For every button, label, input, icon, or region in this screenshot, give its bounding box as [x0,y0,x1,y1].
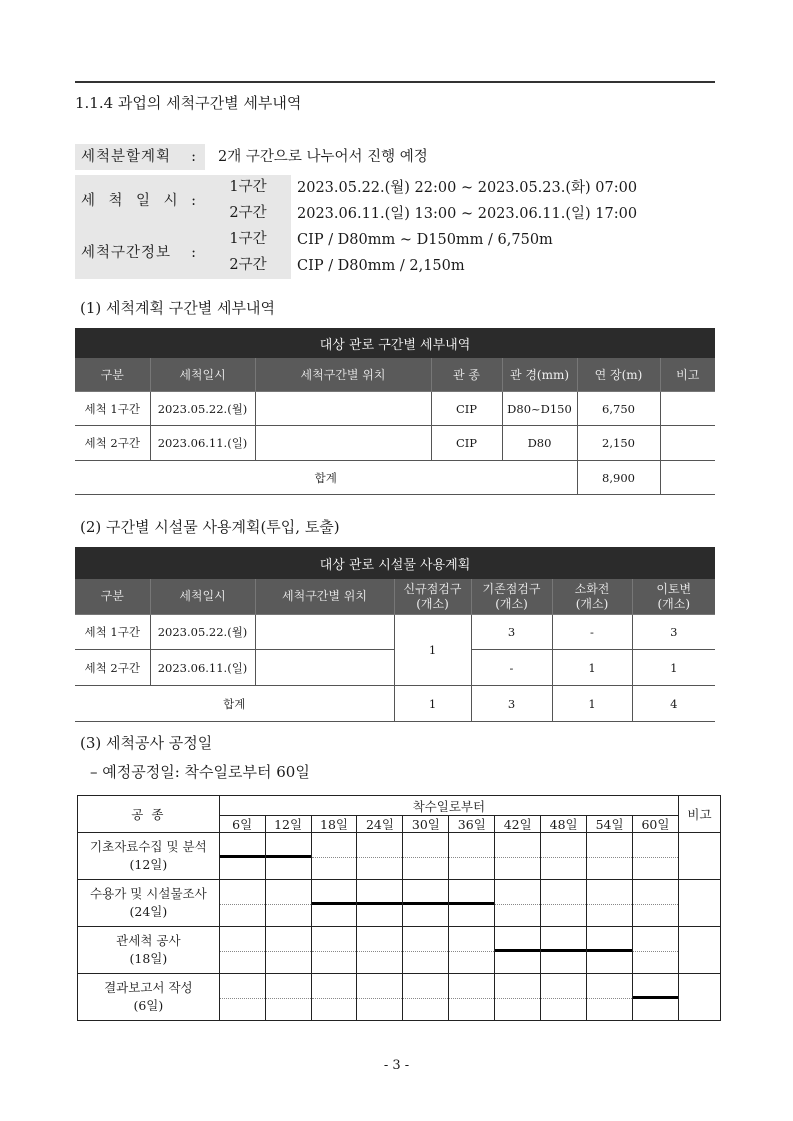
schedule-cell [219,927,265,974]
schedule-day-7: 42일 [495,816,541,833]
schedule-dotted-line [449,857,494,858]
schedule-dotted-line [357,998,402,999]
schedule-day-10: 60일 [633,816,679,833]
schedule-task-row [78,974,721,1021]
schedule-dotted-line [495,857,540,858]
t2-new-manhole-merged: 1 [394,615,471,686]
schedule-task-name: 관세척 공사 [116,933,181,948]
schedule-line: – 예정공정일: 착수일로부터 60일 [90,763,310,781]
schedule-task-name: 결과보고서 작성 [104,980,193,995]
schedule-cell [495,880,541,927]
schedule-cell [541,833,587,880]
schedule-cell [311,974,357,1021]
schedule-note-cell [678,927,720,974]
gantt-bar [357,902,402,905]
t1-total-value: 8,900 [577,461,660,495]
t2-header-date: 세척일시 [150,579,255,615]
schedule-cell [541,974,587,1021]
schedule-cell [495,974,541,1021]
section-title: 1.1.4 과업의 세척구간별 세부내역 [75,94,302,112]
t2-header-hydrant: 소화전 (개소) [552,579,632,615]
schedule-note-cell [678,880,720,927]
schedule-table [77,795,721,1021]
schedule-dotted-line [403,951,448,952]
schedule-task-cell [78,974,220,1021]
t1-r2-gubun: 세척 2구간 [75,426,150,461]
schedule-cell [357,974,403,1021]
schedule-cell [265,880,311,927]
schedule-task-duration: (24일) [129,904,168,919]
t1-r2-length: 2,150 [577,426,660,461]
gantt-bar [449,902,494,905]
schedule-dotted-line [403,998,448,999]
schedule-task-cell [78,833,220,880]
t1-r1-note [660,392,715,426]
date-sub-1: 1구간 [205,175,291,201]
schedule-cell [587,833,633,880]
schedule-task-duration: (12일) [129,857,168,872]
t2-header-location: 세척구간별 위치 [255,579,394,615]
schedule-task-row [78,880,721,927]
schedule-day-6: 36일 [449,816,495,833]
schedule-task-duration: (6일) [133,998,164,1013]
schedule-day-4: 24일 [357,816,403,833]
schedule-dotted-line [312,857,357,858]
schedule-dotted-line [220,904,265,905]
schedule-cell [357,880,403,927]
schedule-cell [587,927,633,974]
schedule-col-note: 비고 [678,796,720,833]
schedule-dotted-line [220,951,265,952]
schedule-cell [449,833,495,880]
schedule-cell [403,880,449,927]
schedule-cell [357,833,403,880]
table2 [75,547,715,722]
t2-r2-drain: 1 [632,650,715,686]
date-label: 세 척 일 시 : [75,175,205,227]
t2-r2-hydrant: 1 [552,650,632,686]
schedule-dotted-line [357,951,402,952]
schedule-day-9: 54일 [587,816,633,833]
t2-header-existing-manhole: 기존점검구 (개소) [471,579,552,615]
schedule-dotted-line [220,998,265,999]
gantt-bar [403,902,448,905]
plan-value: 2개 구간으로 나누어서 진행 예정 [218,149,428,165]
schedule-cell [219,833,265,880]
schedule-day-1: 6일 [219,816,265,833]
schedule-cell [449,880,495,927]
t2-header-drain-valve: 이토변 (개소) [632,579,715,615]
schedule-dotted-line [541,904,586,905]
schedule-dotted-line [449,951,494,952]
info-sub-2: 2구간 [205,253,291,279]
gantt-bar [266,855,311,858]
t1-r1-pipe-type: CIP [431,392,502,426]
gantt-bar [587,949,632,952]
t2-header-gubun: 구분 [75,579,150,615]
schedule-cell [403,974,449,1021]
table1 [75,328,715,495]
schedule-dotted-line [587,857,632,858]
schedule-dotted-line [587,998,632,999]
plan-row [75,144,715,170]
schedule-cell [633,927,679,974]
schedule-cell [219,974,265,1021]
t2-total-drain: 4 [632,686,715,722]
t2-r1-hydrant: - [552,615,632,650]
schedule-dotted-line [633,857,678,858]
t1-header-date: 세척일시 [150,358,255,392]
top-rule [75,81,715,83]
info-label: 세척구간정보 : [75,227,205,279]
schedule-task-row [78,833,721,880]
t1-r1-gubun: 세척 1구간 [75,392,150,426]
table2-heading: (2) 구간별 시설물 사용계획(투입, 토출) [80,518,340,536]
schedule-dotted-line [449,998,494,999]
schedule-col-work: 공 종 [78,796,220,833]
schedule-task-name: 기초자료수집 및 분석 [90,839,207,854]
schedule-cell [357,927,403,974]
gantt-bar [312,902,357,905]
schedule-dotted-line [541,998,586,999]
schedule-cell [633,974,679,1021]
t2-r2-location [255,650,394,686]
t1-header-location: 세척구간별 위치 [255,358,431,392]
schedule-cell [633,833,679,880]
schedule-dotted-line [312,998,357,999]
schedule-task-row [78,927,721,974]
t2-r1-existing: 3 [471,615,552,650]
schedule-cell [311,880,357,927]
t2-total-new: 1 [394,686,471,722]
t1-r1-diameter: D80~D150 [502,392,577,426]
t1-r2-date: 2023.06.11.(일) [150,426,255,461]
schedule-cell [587,880,633,927]
t2-r1-gubun: 세척 1구간 [75,615,150,650]
t2-r1-drain: 3 [632,615,715,650]
t2-r1-location [255,615,394,650]
schedule-task-cell [78,927,220,974]
info-value-2: CIP / D80mm / 2,150m [297,258,465,274]
t1-total-note [660,461,715,495]
table1-total-row [75,461,715,495]
schedule-heading: (3) 세척공사 공정일 [80,734,213,752]
date-sub-2: 2구간 [205,201,291,227]
t1-header-gubun: 구분 [75,358,150,392]
schedule-dotted-line [357,857,402,858]
schedule-cell [541,927,587,974]
t1-r2-location [255,426,431,461]
t1-r2-note [660,426,715,461]
t1-r1-length: 6,750 [577,392,660,426]
gantt-bar [495,949,540,952]
schedule-cell [587,974,633,1021]
date-value-2: 2023.06.11.(일) 13:00 ~ 2023.06.11.(일) 17:00 [297,206,638,222]
table-row [75,615,715,650]
schedule-cell [403,927,449,974]
info-sub-1: 1구간 [205,227,291,253]
table2-title: 대상 관로 시설물 사용계획 [75,548,715,579]
schedule-cell [265,974,311,1021]
schedule-cell [219,880,265,927]
schedule-cell [541,880,587,927]
t2-total-label: 합계 [75,686,394,722]
table2-total-row [75,686,715,722]
date-value-1: 2023.05.22.(월) 22:00 ~ 2023.05.23.(화) 07:00 [297,180,638,196]
schedule-dotted-line [495,904,540,905]
page-number: - 3 - [383,1058,410,1073]
schedule-note-cell [678,974,720,1021]
schedule-dotted-line [541,857,586,858]
t1-r2-diameter: D80 [502,426,577,461]
gantt-bar [220,855,265,858]
schedule-cell [449,927,495,974]
schedule-dotted-line [633,904,678,905]
schedule-cell [633,880,679,927]
schedule-task-name: 수용가 및 시설물조사 [90,886,207,901]
plan-label: 세척분할계획 : [75,144,205,170]
t2-total-hydrant: 1 [552,686,632,722]
table-row [75,392,715,426]
schedule-day-5: 30일 [403,816,449,833]
schedule-dotted-line [495,998,540,999]
schedule-day-2: 12일 [265,816,311,833]
schedule-cell [311,833,357,880]
t2-header-new-manhole: 신규점검구 (개소) [394,579,471,615]
schedule-dotted-line [587,904,632,905]
table1-heading: (1) 세척계획 구간별 세부내역 [80,299,275,317]
t1-total-label: 합계 [75,461,577,495]
schedule-day-3: 18일 [311,816,357,833]
schedule-dotted-line [266,998,311,999]
t1-r1-date: 2023.05.22.(월) [150,392,255,426]
t1-r1-location [255,392,431,426]
schedule-dotted-line [266,904,311,905]
schedule-cell [403,833,449,880]
t1-header-diameter: 관 경(mm) [502,358,577,392]
t2-r2-existing: - [471,650,552,686]
t2-r2-date: 2023.06.11.(일) [150,650,255,686]
schedule-note-cell [678,833,720,880]
t1-header-pipe-type: 관 종 [431,358,502,392]
gantt-bar [633,996,678,999]
table1-title: 대상 관로 구간별 세부내역 [75,329,715,358]
gantt-bar [541,949,586,952]
t2-total-existing: 3 [471,686,552,722]
schedule-cell [311,927,357,974]
schedule-day-8: 48일 [541,816,587,833]
schedule-cell [265,833,311,880]
info-value-1: CIP / D80mm ~ D150mm / 6,750m [297,232,553,248]
table-row [75,426,715,461]
schedule-dotted-line [312,951,357,952]
schedule-dotted-line [266,951,311,952]
schedule-task-cell [78,880,220,927]
t1-r2-pipe-type: CIP [431,426,502,461]
schedule-col-period: 착수일로부터 [219,796,678,816]
schedule-dotted-line [403,857,448,858]
t2-r2-gubun: 세척 2구간 [75,650,150,686]
schedule-dotted-line [633,951,678,952]
t2-r1-date: 2023.05.22.(월) [150,615,255,650]
schedule-cell [495,927,541,974]
t1-header-length: 연 장(m) [577,358,660,392]
t1-header-note: 비고 [660,358,715,392]
schedule-cell [265,927,311,974]
schedule-cell [495,833,541,880]
schedule-cell [449,974,495,1021]
schedule-task-duration: (18일) [129,951,168,966]
